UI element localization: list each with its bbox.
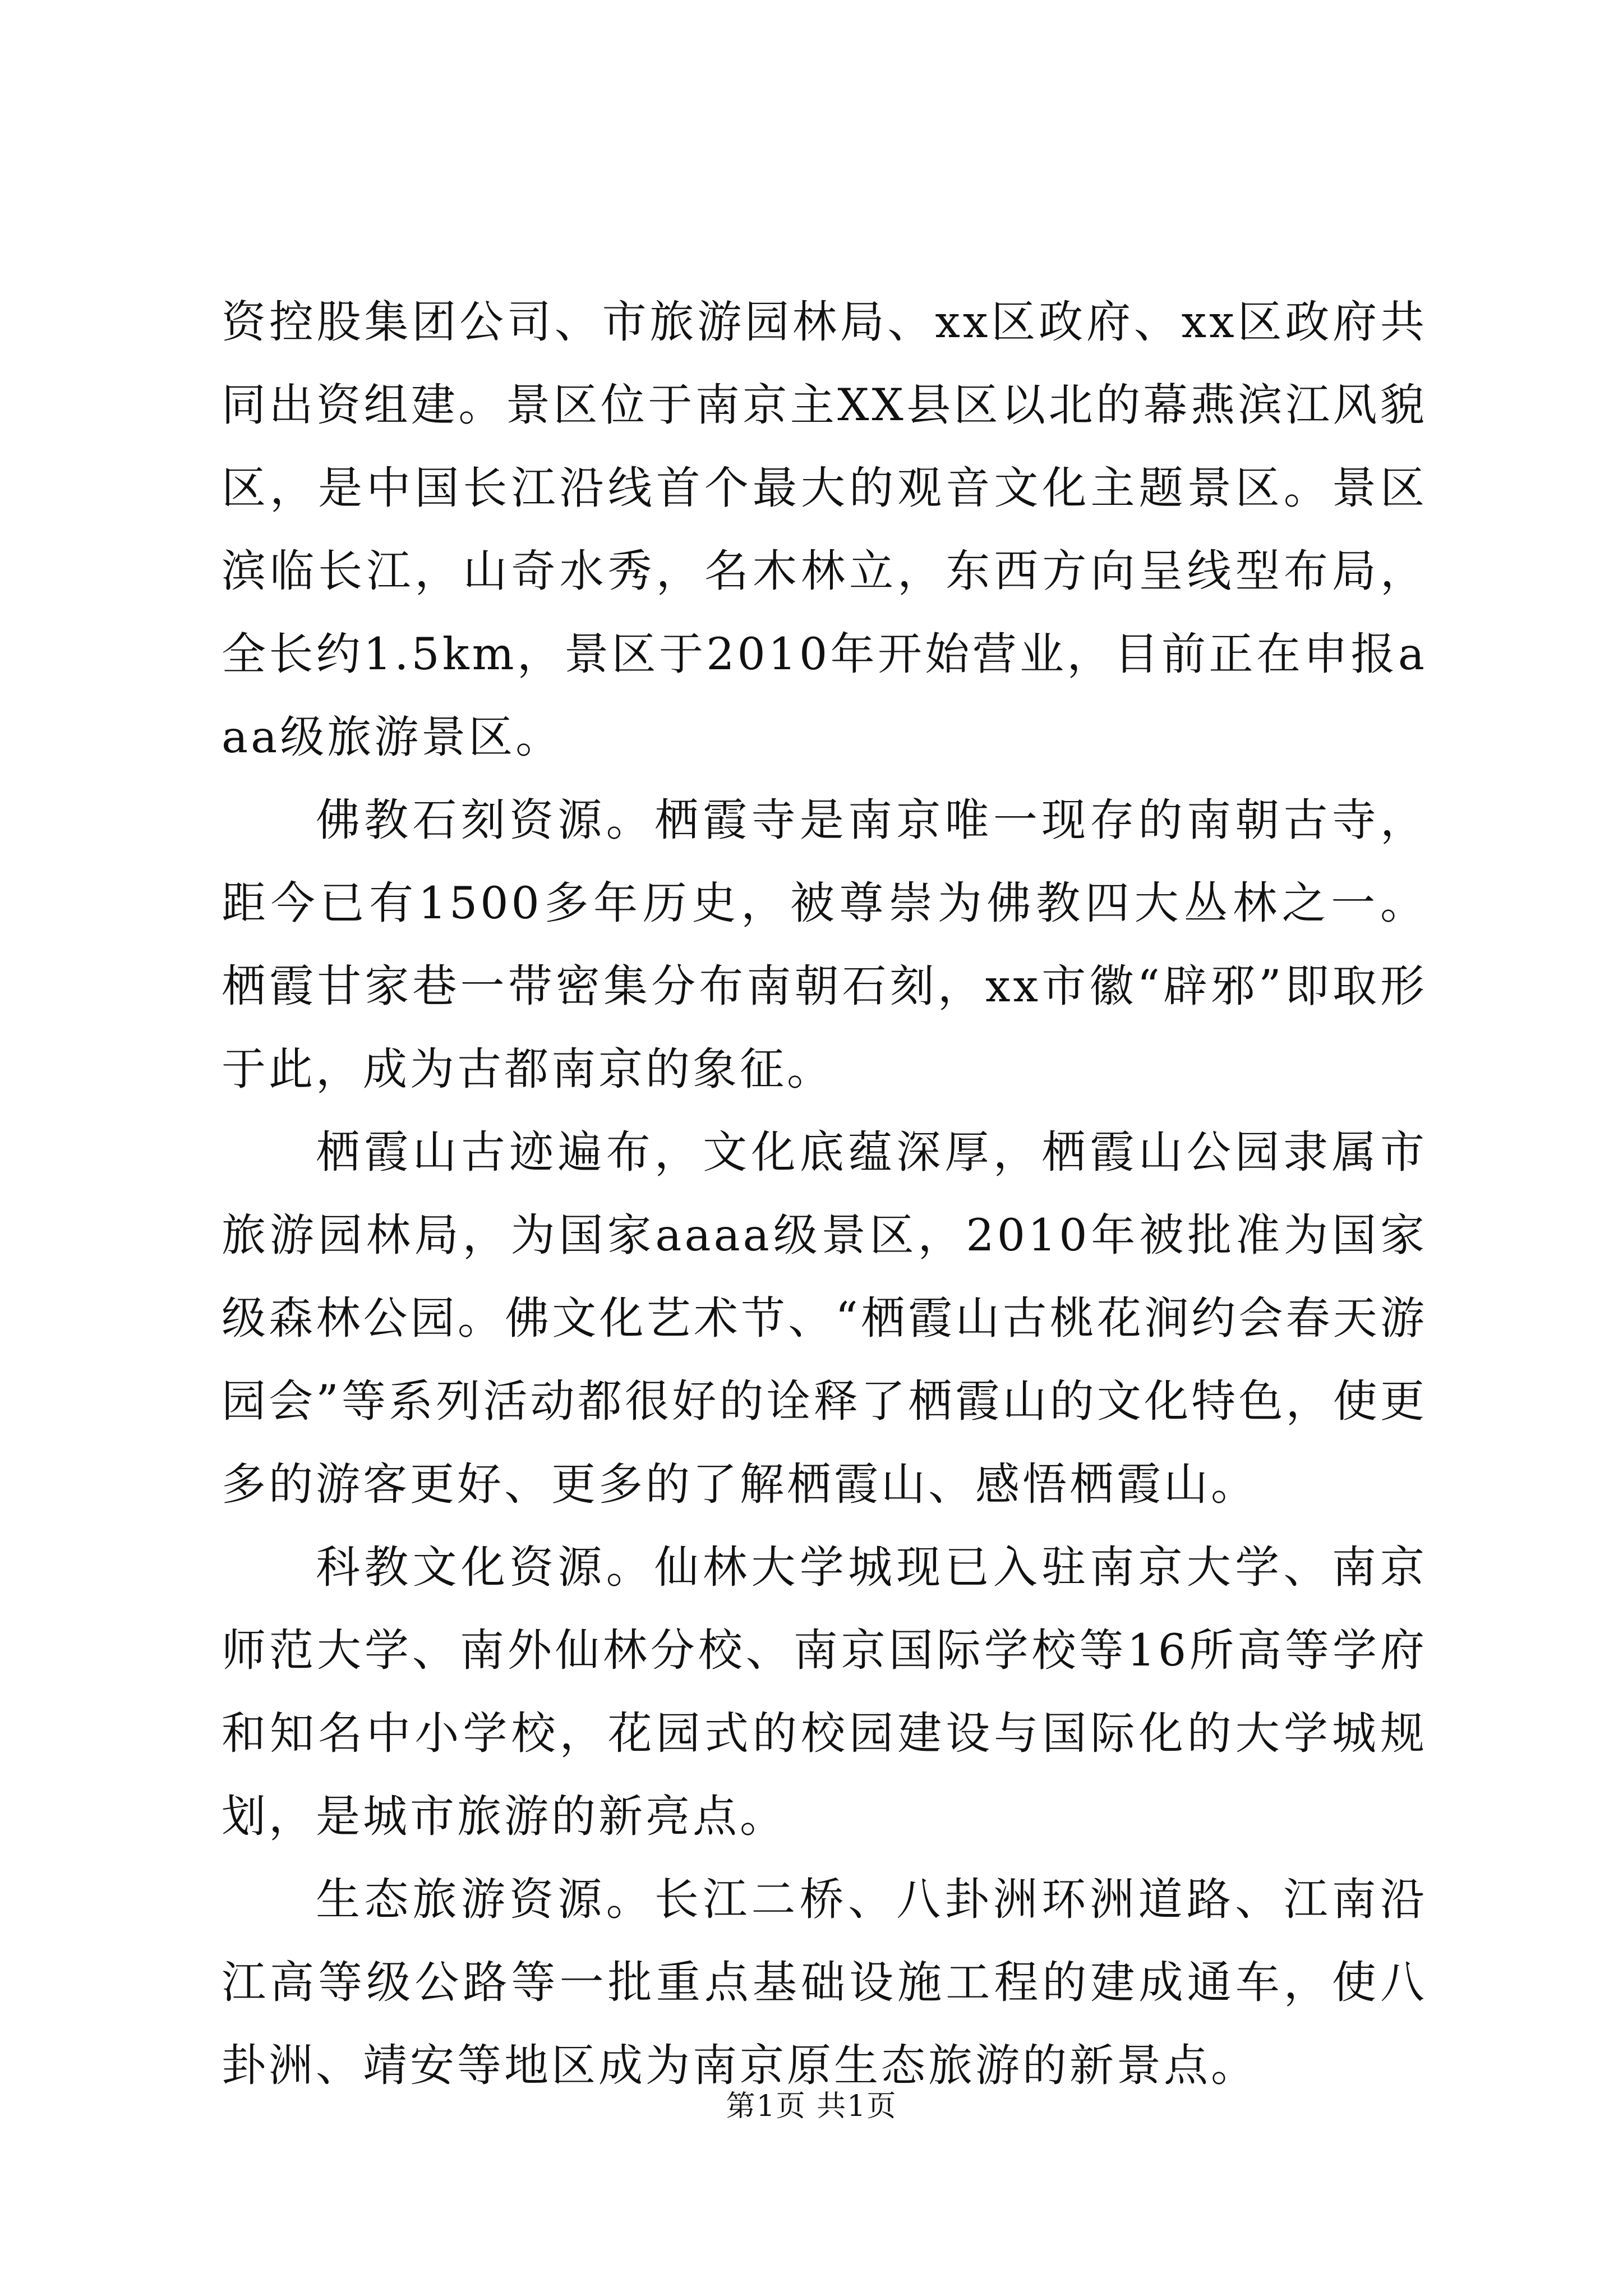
paragraph-eco-tourism: 生态旅游资源。长江二桥、八卦洲环洲道路、江南沿江高等级公路等一批重点基础设施工程的建成通车，使八卦洲、靖安等地区成为南京原生态旅游的新景点。: [222, 1874, 1427, 2091]
document-body: [222, 280, 1427, 2107]
paragraph-qixia-mountain: 栖霞山古迹遍布，文化底蕴深厚，栖霞山公园隶属市旅游园林局，为国家aaaa级景区，2010年被批准为国家级森林公园。佛文化艺术节、“栖霞山古桃花涧约会春天游园会”等系列活动都很好的诠释了栖霞山的文化特色，使更多的游客更好、更多的了解栖霞山、感悟栖霞山。: [222, 1126, 1427, 1510]
paragraph-continuation: 资控股集团公司、市旅游园林局、xx区政府、xx区政府共同出资组建。景区位于南京主XX县区以北的幕燕滨江风貌区，是中国长江沿线首个最大的观音文化主题景区。景区滨临长江，山奇水秀，名木林立，东西方向呈线型布局，全长约1.5km，景区于2010年开始营业，目前正在申报aaa级旅游景区。: [222, 296, 1427, 763]
page-footer: 第1页 共1页: [726, 2090, 897, 2123]
paragraph-education-culture: 科教文化资源。仙林大学城现已入驻南京大学、南京师范大学、南外仙林分校、南京国际学校等16所高等学府和知名中小学校，花园式的校园建设与国际化的大学城规划，是城市旅游的新亮点。: [222, 1542, 1427, 1842]
paragraph-buddhist-stone-carvings: 佛教石刻资源。栖霞寺是南京唯一现存的南朝古寺，距今已有1500多年历史，被尊崇为佛教四大丛林之一。栖霞甘家巷一带密集分布南朝石刻，xx市徽“辟邪”即取形于此，成为古都南京的象征。: [222, 794, 1427, 1095]
